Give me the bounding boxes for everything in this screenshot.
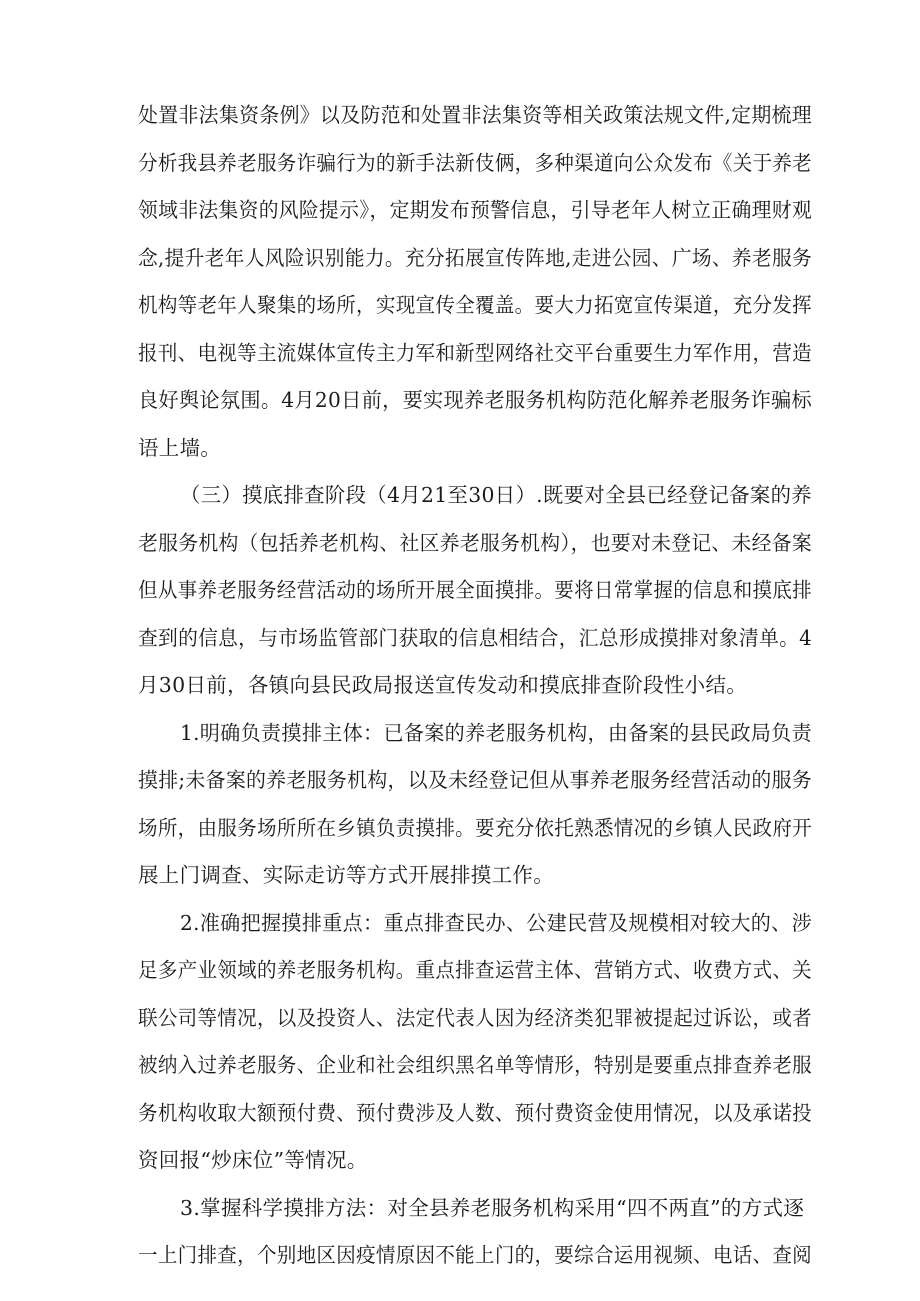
- text-line: 3.掌握科学摸排方法：对全县养老服务机构采用“四不两直”的方式逐: [180, 1196, 805, 1220]
- text-line: 摸排;未备案的养老服务机构，以及未经登记但从事养老服务经营活动的服务: [138, 768, 812, 792]
- text-line: 月30日前，各镇向县民政局报送宣传发动和摸底排查阶段性小结。: [138, 673, 748, 697]
- text-line: 机构等老年人聚集的场所，实现宣传全覆盖。要大力拓宽宣传渠道，充分发挥: [138, 293, 812, 317]
- text-line: 2.准确把握摸排重点：重点排查民办、公建民营及规模相对较大的、涉: [180, 911, 812, 935]
- text-line: 足多产业领域的养老服务机构。重点排查运营主体、营销方式、收费方式、关: [138, 958, 812, 982]
- text-line: 老服务机构（包括养老机构、社区养老服务机构），也要对未登记、未经备案: [138, 531, 812, 555]
- text-line: 一上门排查，个别地区因疫情原因不能上门的，要综合运用视频、电话、查阅: [138, 1243, 812, 1267]
- text-line: 联公司等情况，以及投资人、法定代表人因为经济类犯罪被提起过诉讼，或者: [138, 1006, 812, 1030]
- text-line: （三）摸底排查阶段（4月21至30日）.既要对全县已经登记备案的养: [180, 483, 812, 507]
- text-line: 念,提升老年人风险识别能力。充分拓展宣传阵地,走进公园、广场、养老服务: [138, 246, 812, 270]
- text-line: 良好舆论氛围。4月20日前，要实现养老服务机构防范化解养老服务诈骗标: [138, 388, 812, 412]
- text-line: 场所，由服务场所所在乡镇负责摸排。要充分依托熟悉情况的乡镇人民政府开: [138, 816, 812, 840]
- text-line: 查到的信息，与市场监管部门获取的信息相结合，汇总形成摸排对象清单。4: [138, 626, 812, 650]
- text-line: 报刊、电视等主流媒体宣传主力军和新型网络社交平台重要生力军作用，营造: [138, 341, 812, 365]
- text-line: 展上门调查、实际走访等方式开展排摸工作。: [138, 863, 554, 887]
- text-line: 资回报“炒床位”等情况。: [138, 1148, 368, 1172]
- text-line: 分析我县养老服务诈骗行为的新手法新伎俩，多种渠道向公众发布《关于养老: [138, 151, 812, 175]
- text-line: 被纳入过养老服务、企业和社会组织黑名单等情形，特别是要重点排查养老服: [138, 1053, 812, 1077]
- text-line: 务机构收取大额预付费、预付费涉及人数、预付费资金使用情况，以及承诺投: [138, 1101, 812, 1125]
- text-line: 领域非法集资的风险提示》，定期发布预警信息，引导老年人树立正确理财观: [138, 198, 812, 222]
- text-line: 1.明确负责摸排主体：已备案的养老服务机构，由备案的县民政局负责: [180, 721, 812, 745]
- text-line: 语上墙。: [138, 436, 222, 460]
- text-line: 但从事养老服务经营活动的场所开展全面摸排。要将日常掌握的信息和摸底排: [138, 578, 812, 602]
- text-line: 处置非法集资条例》以及防范和处置非法集资等相关政策法规文件,定期梳理: [138, 103, 812, 127]
